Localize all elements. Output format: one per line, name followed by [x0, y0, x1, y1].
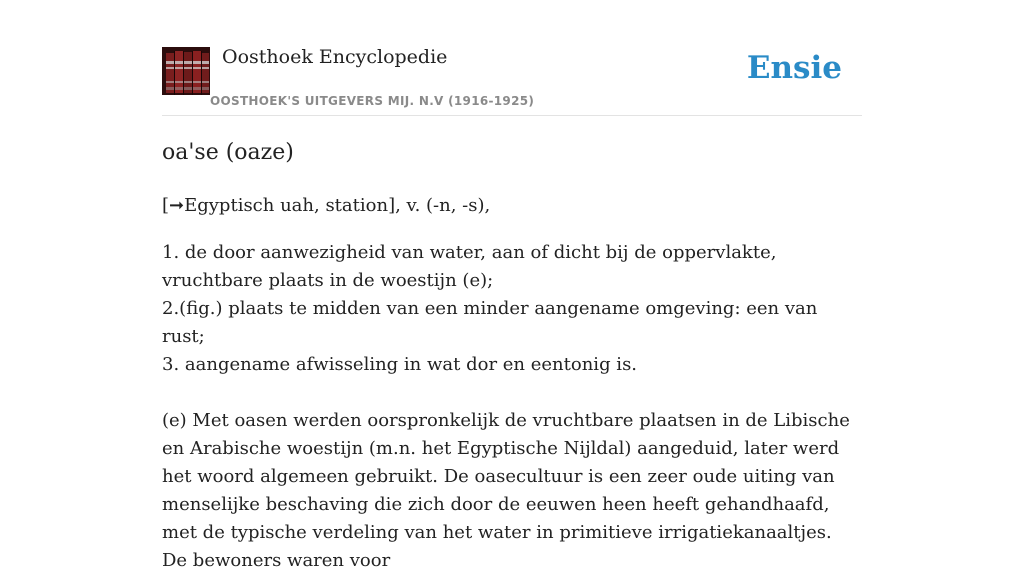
ensie-logo-link[interactable]: Ensie [746, 50, 842, 86]
definition-item: 1. de door aanwezigheid van water, aan of dicht bij de oppervlakte, vruchtbare plaats in de woestijn (e); [162, 242, 777, 291]
source-title[interactable]: Oosthoek Encyclopedie [222, 46, 448, 68]
page [162, 0, 862, 571]
entry-etymology: [➞Egyptisch uah, station], v. (-n, -s), [162, 195, 491, 216]
source-publisher: OOSTHOEK'S UITGEVERS MIJ. N.V (1916-1925) [210, 94, 535, 108]
book-spines-icon[interactable] [162, 47, 210, 95]
paragraph-spacer [162, 379, 862, 407]
source-header [162, 0, 862, 116]
definition-item: 3. aangename afwisseling in wat dor en eentonig is. [162, 354, 638, 375]
definition-item: 2.(fig.) plaats te midden van een minder aangename omgeving: een van rust; [162, 298, 818, 347]
entry-note: (e) Met oasen werden oorspronkelijk de vruchtbare plaatsen in de Libische en Arabische woestijn (m.n. het Egyptische Nijldal) aangeduid, later werd het woord algemeen gebruikt. De oasecultuur is een zeer oude uiting van menselijke beschaving die zich door de eeuwen heen heeft gehandhaafd, met de typische verdeling van het water in primitieve irrigatiekanaaltjes. De bewoners waren voor [162, 410, 850, 571]
entry-title: oa'se (oaze) [162, 140, 294, 165]
entry-definitions [162, 239, 862, 575]
